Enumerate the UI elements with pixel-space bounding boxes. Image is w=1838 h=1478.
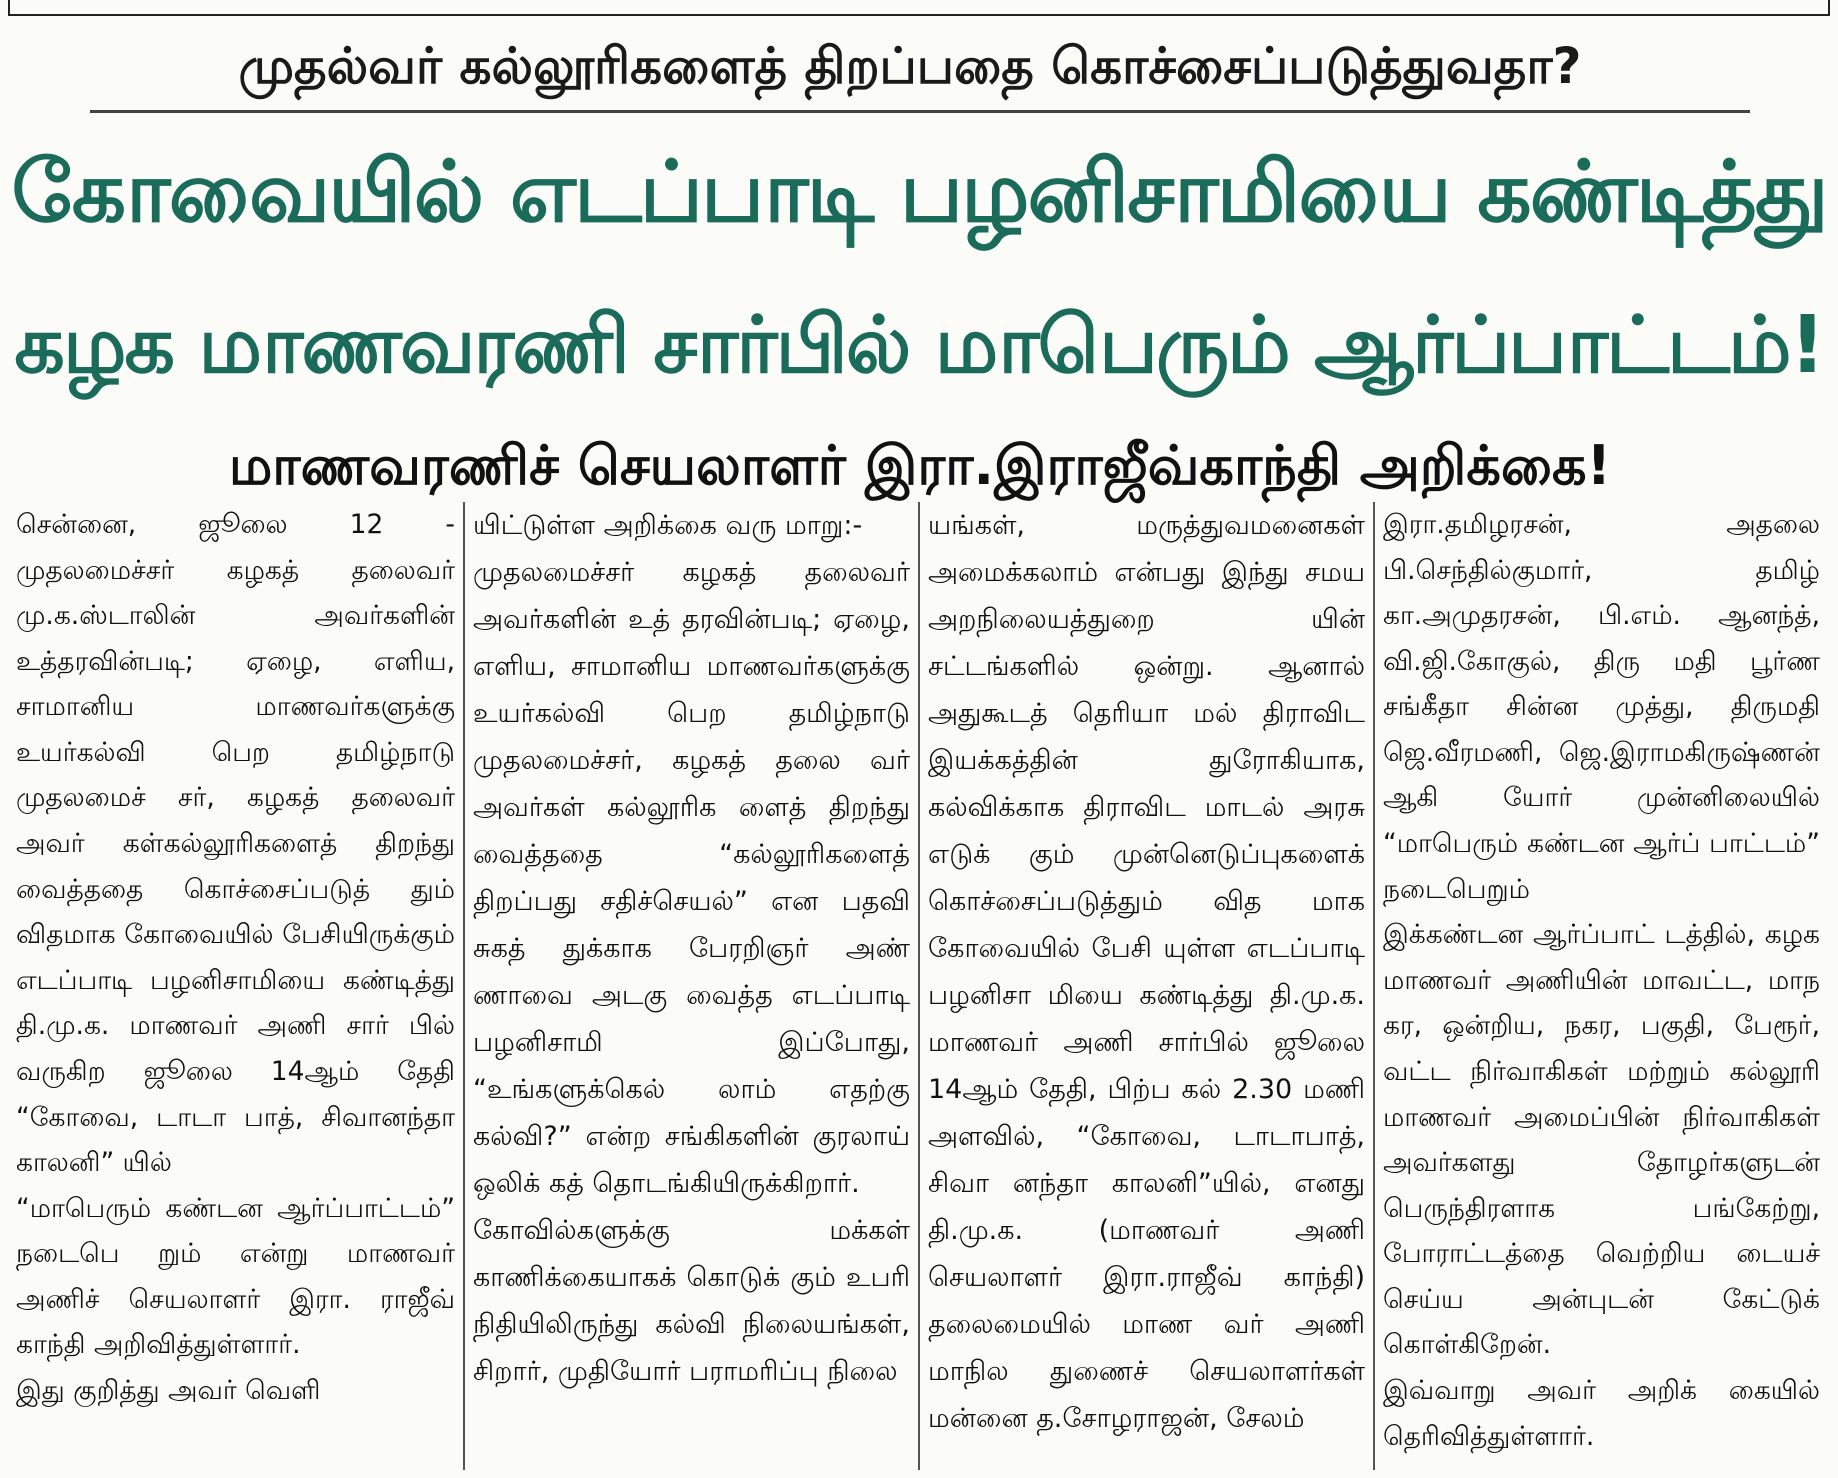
paragraph: யங்கள், மருத்துவமனைகள் அமைக்கலாம் என்பது இந்து சமய அறநிலையத்துறை யின் சட்டங்களில் ஒன்று. ஆனால் அதுகூடத் தெரியா மல் திராவிட இயக்கத்தின் துரோகியாக, கல்விக்காக திராவிட மாடல் அரசு எடுக் கும் முன்னெடுப்புகளைக் கொச்சைப்படுத்தும் வித மாக கோவையில் பேசி யுள்ள எடப்பாடி பழனிசா மியை கண்டித்து தி.மு.க. மாணவர் அணி சார்பில் ஜூலை 14ஆம் தேதி, பிற்ப கல் 2.30 மணி அளவில், “கோவை, டாடாபாத், சிவா னந்தா காலனி”யில், எனது தி.மு.க. (மாணவர் அணி செயலாளர் இரா.ராஜீவ் காந்தி) தலைமையில் மாண வர் அணி மாநில துணைச் செயலாளர்கள் மன்னை த.சோழராஜன், சேலம் xyxy=(928,510,1365,1434)
kicker-divider xyxy=(90,110,1750,113)
article-column-3 xyxy=(918,502,1373,1470)
paragraph: யிட்டுள்ள அறிக்கை வரு மாறு:- xyxy=(473,510,863,541)
kicker-headline: முதல்வர் கல்லூரிகளைத் திறப்பதை கொச்சைப்படுத்துவதா? xyxy=(238,37,1582,95)
main-headline-line-1: கோவையில் எடப்பாடி பழனிசாமியை கண்டித்து xyxy=(11,143,1827,242)
main-headline-line-2: கழக மாணவரணி சார்பில் மாபெரும் ஆர்ப்பாட்டம்! xyxy=(14,299,1824,391)
paragraph: இவ்வாறு அவர் அறிக் கையில் தெரிவித்துள்ளார். xyxy=(1383,1374,1820,1452)
paragraph: சென்னை, ஜூலை 12 - முதலமைச்சர் கழகத் தலைவர் மு.க.ஸ்டாலின் அவர்களின் உத்தரவின்படி; ஏழை, எளிய, சாமானிய மாணவர்களுக்கு உயர்கல்வி பெற தமிழ்நாடு முதலமைச் சர், கழகத் தலைவர் அவர் கள்கல்லூரிகளைத் திறந்து வைத்ததை கொச்சைப்படுத் தும் விதமாக கோவையில் பேசியிருக்கும் எடப்பாடி பழனிசாமியை கண்டித்து தி.மு.க. மாணவர் அணி சார் பில் வருகிற ஜூலை 14ஆம் தேதி “கோவை, டாடா பாத், சிவானந்தா காலனி” யில் xyxy=(16,509,455,1179)
article-column-4 xyxy=(1373,502,1828,1470)
subheadline: மாணவரணிச் செயலாளர் இரா.இராஜீவ்காந்தி அறிக்கை! xyxy=(228,434,1612,497)
paragraph: இது குறித்து அவர் வெளி xyxy=(16,1374,321,1406)
paragraph: இக்கண்டன ஆர்ப்பாட் டத்தில், கழக மாணவர் அணியின் மாவட்ட, மாந கர, ஒன்றிய, நகர, பகுதி, பேரூர், வட்ட நிர்வாகிகள் மற்றும் கல்லூரி மாணவர் அமைப்பின் நிர்வாகிகள் அவர்களது தோழர்களுடன் பெருந்திரளாக பங்கேற்று, போராட்டத்தை வெற்றிய டையச் செய்ய அன்புடன் கேட்டுக் கொள்கிறேன். xyxy=(1383,919,1820,1361)
paragraph: கோவில்களுக்கு மக்கள் காணிக்கையாகக் கொடுக் கும் உபரி நிதியிலிருந்து கல்வி நிலையங்கள், சிறார், முதியோர் பராமரிப்பு நிலை xyxy=(473,1215,910,1387)
paragraph: முதலமைச்சர் கழகத் தலைவர் அவர்களின் உத் தரவின்படி; ஏழை, எளிய, சாமானிய மாணவர்களுக்கு உயர்கல்வி பெற தமிழ்நாடு முதலமைச்சர், கழகத் தலை வர் அவர்கள் கல்லூரிக ளைத் திறந்து வைத்ததை “கல்லூரிகளைத் திறப்பது சதிச்செயல்” என பதவி சுகத் துக்காக பேரறிஞர் அண் ணாவை அடகு வைத்த எடப்பாடி பழனிசாமி இப்போது, “உங்களுக்கெல் லாம் எதற்கு கல்வி?” என்ற சங்கிகளின் குரலாய் ஒலிக் கத் தொடங்கியிருக்கிறார். xyxy=(473,557,910,1199)
article-body xyxy=(8,502,1830,1470)
article-column-1 xyxy=(8,502,463,1470)
article-column-2 xyxy=(463,502,918,1470)
paragraph: “மாபெரும் கண்டன ஆர்ப்பாட்டம்” நடைபெ றும் என்று மாணவர் அணிச் செயலாளர் இரா. ராஜீவ் காந்தி அறிவித்துள்ளார். xyxy=(16,1192,455,1361)
paragraph: இரா.தமிழரசன், அதலை பி.செந்தில்குமார், தமிழ் கா.அமுதரசன், பி.எம். ஆனந்த், வி.ஜி.கோகுல், திரு மதி பூர்ண சங்கீதா சின்ன முத்து, திருமதி ஜெ.வீரமணி, ஜெ.இராமகிருஷ்ணன் ஆகி யோர் முன்னிலையில் “மாபெரும் கண்டன ஆர்ப் பாட்டம்” நடைபெறும் xyxy=(1383,509,1820,905)
top-border-frame xyxy=(8,0,1830,16)
